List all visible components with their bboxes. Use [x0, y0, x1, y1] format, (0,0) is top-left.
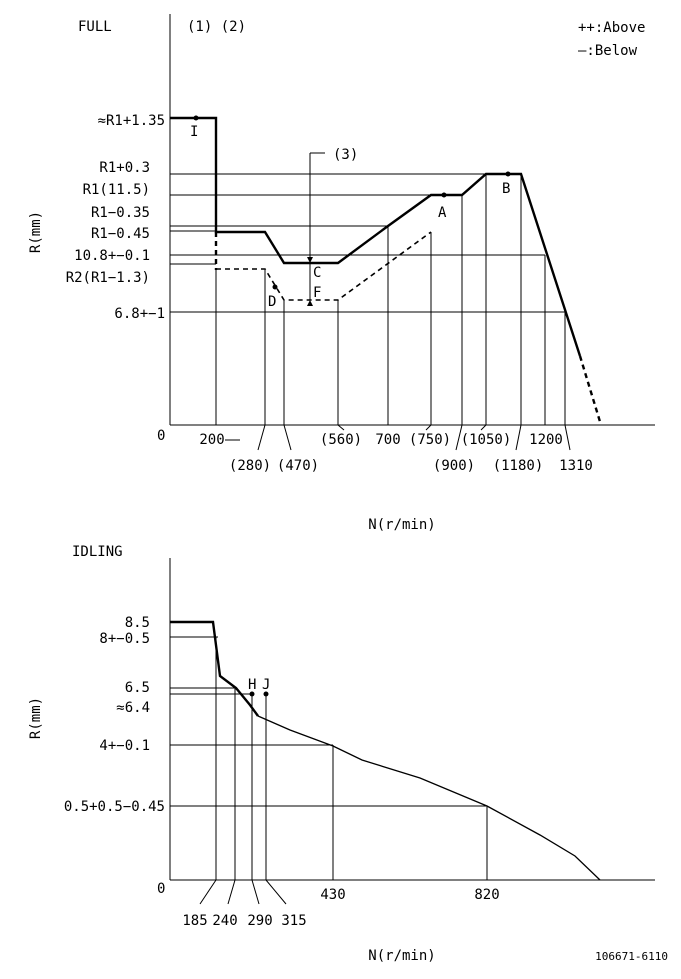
idling-x-label-820: 820 [474, 887, 500, 903]
idling-chart [28, 544, 668, 964]
full-chart [28, 14, 655, 533]
x-label-1310: 1310 [559, 458, 593, 474]
y-label-10-8: 10.8+−0.1 [74, 248, 150, 264]
idling-leader-lines [200, 880, 286, 904]
point-d-label: D [268, 294, 277, 310]
x-label-560: (560) [319, 432, 363, 448]
idling-y-label-8: 8+−0.5 [99, 631, 150, 647]
idling-x-label-185: 185 [182, 913, 208, 929]
x-label-1180: (1180) [492, 458, 544, 474]
point-d-marker [273, 285, 278, 290]
point-c-label: C [313, 265, 322, 281]
point-a-marker [442, 193, 447, 198]
doc-number: 106671-6110 [595, 950, 668, 963]
y-label-r1-plus-0-3: R1+0.3 [99, 160, 150, 176]
full-x-axis-label: N(r/min) [368, 517, 436, 533]
idling-y-label-6-5: 6.5 [124, 680, 150, 696]
y-label-r1-minus-0-35: R1−0.35 [90, 205, 150, 221]
idling-y-label-4: 4+−0.1 [99, 738, 150, 754]
x-label-280: (280) [228, 458, 272, 474]
idling-y-label-8-5: 8.5 [124, 615, 150, 631]
idling-curve-head [170, 622, 258, 716]
point-b-marker [506, 172, 511, 177]
x-label-1200: 1200 [529, 432, 563, 448]
idling-x-label-315: 315 [281, 913, 307, 929]
point-f-label: F [313, 285, 322, 301]
x-label-470: (470) [276, 458, 320, 474]
point-b-label: B [502, 181, 511, 197]
full-y-axis-label: R(mm) [28, 210, 44, 254]
x-label-700: 700 [375, 432, 401, 448]
legend-below: —:Below [578, 43, 638, 59]
idling-curve-tail [258, 716, 600, 880]
legend-above: ++:Above [578, 20, 646, 36]
header-marks: (1) (2) [187, 19, 247, 35]
point-i-label: I [190, 124, 199, 140]
idling-title: IDLING [72, 544, 123, 560]
point-a-label: A [438, 205, 447, 221]
idling-origin: 0 [157, 881, 166, 897]
y-label-r2: R2(R1−1.3) [65, 270, 150, 286]
idling-y-label-0-5: 0.5+0.5−0.45 [63, 799, 165, 815]
x-label-750: (750) [408, 432, 452, 448]
idling-y-axis-label: R(mm) [28, 696, 44, 740]
idling-x-label-430: 430 [320, 887, 346, 903]
y-label-r1-plus-1-35: ≈R1+1.35 [97, 113, 165, 129]
y-label-r1-minus-0-45: R1−0.45 [90, 226, 150, 242]
full-vertical-guides [216, 153, 565, 425]
idling-x-label-290: 290 [247, 913, 273, 929]
full-origin: 0 [157, 428, 166, 444]
y-label-r1: R1(11.5) [82, 182, 150, 198]
point-h-label: H [248, 677, 257, 693]
y-label-6-8: 6.8+−1 [114, 306, 165, 322]
point-i-marker [194, 116, 199, 121]
idling-x-axis-label: N(r/min) [368, 948, 436, 964]
full-curve-lower [216, 232, 431, 300]
note-3: (3) [333, 147, 359, 163]
x-label-1050: (1050) [460, 432, 512, 448]
x-label-200: 200 [199, 432, 225, 448]
full-curve-upper [170, 118, 580, 356]
idling-x-label-240: 240 [212, 913, 238, 929]
idling-vertical-guides [216, 637, 487, 880]
full-title: FULL [78, 19, 112, 35]
full-tail-dash [580, 356, 601, 425]
x-label-900: (900) [432, 458, 476, 474]
point-j-label: J [262, 677, 271, 693]
idling-y-label-6-4: ≈6.4 [116, 700, 150, 716]
